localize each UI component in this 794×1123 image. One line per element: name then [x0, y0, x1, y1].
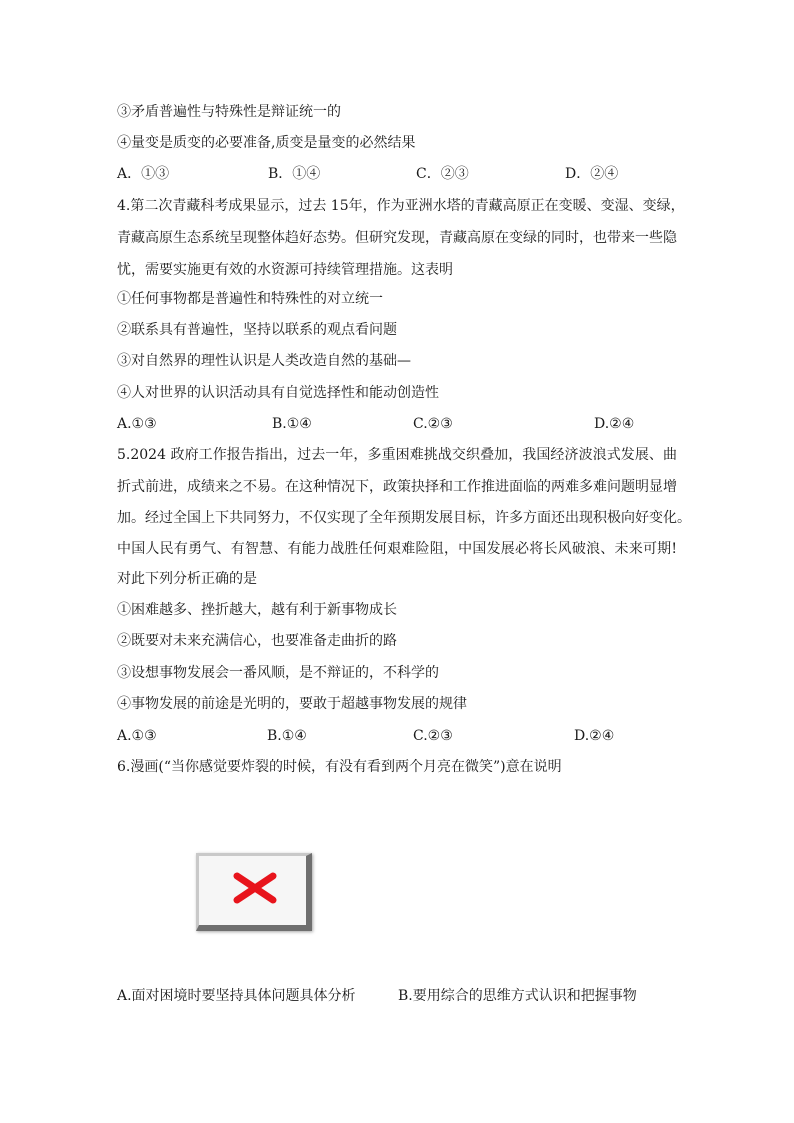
q3-option-a: A．①③: [117, 166, 170, 182]
q5-item-2: ②既要对未来充满信心，也要准备走曲折的路: [117, 633, 397, 649]
q5-option-d: D.②④: [574, 728, 615, 744]
q3-option-d: D．②④: [565, 166, 619, 182]
q5-option-a: A.①③: [117, 728, 157, 744]
q5-stem-line-4: 中国人民有勇气、有智慧、有能力战胜任何艰难险阻，中国发展必将长风破浪、未来可期!: [117, 541, 677, 557]
q3-item-4: ④量变是质变的必要准备,质变是量变的必然结果: [117, 135, 416, 151]
q4-stem-line-1: 4.第二次青藏科考成果显示，过去 15年，作为亚洲水塔的青藏高原正在变暖、变湿、变绿，: [117, 198, 685, 214]
broken-image-placeholder: [196, 853, 312, 931]
q5-item-4: ④事物发展的前途是光明的，要敢于超越事物发展的规律: [117, 696, 467, 712]
q5-stem-line-1: 5.2024 政府工作报告指出，过去一年，多重困难挑战交织叠加，我国经济波浪式发展、曲: [117, 447, 677, 463]
q4-option-d: D.②④: [594, 416, 635, 432]
q6-option-a: A.面对困境时要坚持具体问题具体分析: [117, 988, 356, 1004]
q4-stem-line-2: 青藏高原生态系统呈现整体趋好态势。但研究发现，青藏高原在变绿的同时，也带来一些隐: [117, 230, 677, 246]
q5-item-1: ①困难越多、挫折越大，越有利于新事物成长: [117, 602, 397, 618]
q5-stem-line-5: 对此下列分析正确的是: [117, 571, 257, 587]
q4-option-c: C.②③: [413, 416, 453, 432]
broken-image-icon: [233, 871, 277, 905]
q4-item-2: ②联系具有普遍性，坚持以联系的观点看问题: [117, 322, 397, 338]
q4-item-1: ①任何事物都是普遍性和特殊性的对立统一: [117, 291, 383, 307]
q5-item-3: ③设想事物发展会一番风顺，是不辩证的，不科学的: [117, 665, 439, 681]
q5-stem-line-3: 加。经过全国上下共同努力，不仅实现了全年预期发展目标，许多方面还出现积极向好变化。: [117, 510, 691, 526]
q4-option-b: B.①④: [272, 416, 312, 432]
q5-stem-line-2: 折式前进，成绩来之不易。在这种情况下，政策抉择和工作推进面临的两难多难问题明显增: [117, 479, 677, 495]
q5-option-b: B.①④: [267, 728, 307, 744]
q4-item-3: ③对自然界的理性认识是人类改造自然的基础—: [117, 353, 411, 369]
q4-stem-line-3: 忧，需要实施更有效的水资源可持续管理措施。这表明: [117, 262, 453, 278]
q6-option-b: B.要用综合的思维方式认识和把握事物: [398, 988, 637, 1004]
q6-stem: 6.漫画(“当你感觉要炸裂的时候，有没有看到两个月亮在微笑”)意在说明: [117, 759, 562, 775]
q4-item-4: ④人对世界的认识活动具有自觉选择性和能动创造性: [117, 385, 439, 401]
q5-option-c: C.②③: [413, 728, 453, 744]
q4-option-a: A.①③: [117, 416, 157, 432]
q3-item-3: ③矛盾普遍性与特殊性是辩证统一的: [117, 104, 341, 120]
q3-option-c: C．②③: [416, 166, 469, 182]
q3-option-b: B．①④: [268, 166, 321, 182]
